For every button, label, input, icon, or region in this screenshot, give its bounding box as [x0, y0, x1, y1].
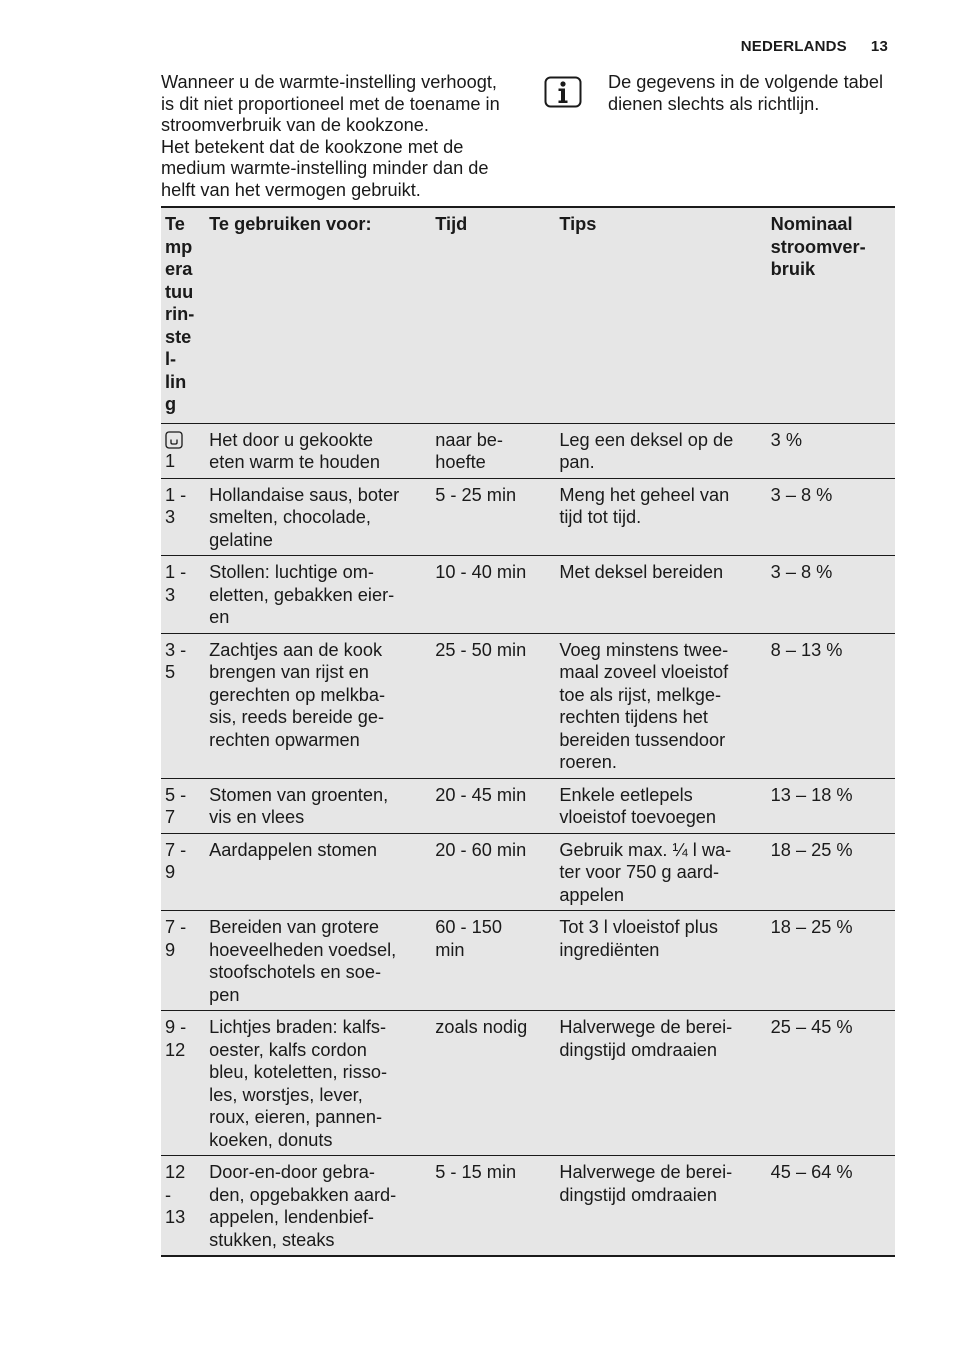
cell-line: eletten, gebakken eier- [209, 584, 395, 605]
cell-line: oester, kalfs cordon [209, 1039, 367, 1060]
cell-line: min [435, 939, 465, 960]
cell-power [767, 911, 895, 1011]
cell-power [767, 778, 895, 833]
cell-tips [555, 1011, 766, 1156]
cell-time [431, 633, 555, 778]
cell-line: gelatine [209, 529, 273, 550]
cell-line: 3 [165, 507, 176, 527]
cell-setting [161, 1156, 205, 1257]
cell-power [767, 478, 895, 556]
info-icon [544, 76, 582, 108]
cell-line: smelten, chocolade, [209, 507, 371, 527]
cell-setting [161, 633, 205, 778]
cell-line: 3 [165, 584, 176, 605]
cell-line: Tot 3 l vloeistof plus [559, 917, 719, 937]
page-header [741, 38, 888, 55]
cell-line: 3 - [165, 639, 187, 660]
intro-line: is dit niet proportioneel met de toename in [161, 93, 500, 114]
cell-line: 5 - 15 min [435, 1162, 517, 1182]
header-power [767, 207, 895, 423]
cell-line: Zachtjes aan de kook [209, 639, 383, 660]
cell-time [431, 478, 555, 556]
cell-line: tijd tot tijd. [559, 507, 642, 527]
header-use [205, 207, 431, 423]
page-number: 13 [870, 38, 888, 55]
cell-line: 13 [165, 1207, 186, 1227]
cell-line: eten warm te houden [209, 452, 381, 472]
cell-line: 9 [165, 862, 176, 882]
cell-line: Hollandaise saus, boter [209, 484, 400, 505]
header-line: Tijd [435, 214, 468, 234]
header-line: lin [165, 371, 187, 392]
cell-use [205, 778, 431, 833]
cell-setting [161, 911, 205, 1011]
cell-line: sis, reeds bereide ge- [209, 707, 385, 727]
keep-warm-icon [165, 431, 183, 449]
cell-line: vloeistof toevoegen [559, 807, 717, 827]
cell-line: 3 – 8 % [770, 562, 833, 582]
header-time [431, 207, 555, 423]
info-note-line: dienen slechts als richtlijn. [608, 93, 820, 114]
cell-line: Met deksel bereiden [559, 562, 724, 582]
cell-tips [555, 556, 766, 634]
cell-time [431, 911, 555, 1011]
cell-setting [161, 1011, 205, 1156]
cell-line: roeren. [559, 752, 617, 772]
cell-line: Halverwege de berei- [559, 1017, 733, 1037]
cell-use [205, 478, 431, 556]
intro-paragraph [161, 72, 531, 201]
cell-line: 5 - [165, 784, 187, 805]
cell-line: ingrediënten [559, 939, 660, 960]
cell-line: roux, eieren, pannen- [209, 1107, 383, 1127]
header-setting [161, 207, 205, 423]
cell-line: 9 [165, 939, 176, 960]
cell-line: dingstijd omdraaien [559, 1184, 718, 1205]
cell-line: pen [209, 984, 240, 1005]
cell-line: 7 - [165, 917, 187, 937]
cell-line: stoofschotels en soe- [209, 962, 382, 982]
info-note [608, 72, 908, 115]
cell-line: 12 [165, 1162, 186, 1182]
cell-line: 1 - [165, 562, 187, 582]
cell-power [767, 556, 895, 634]
header-line: g [165, 394, 177, 414]
cell-setting [161, 556, 205, 634]
cell-line: ter voor 750 g aard- [559, 862, 720, 882]
header-line: ste [165, 326, 192, 347]
cell-line: koeken, donuts [209, 1129, 333, 1150]
header-language: NEDERLANDS [740, 38, 847, 55]
cell-tips [555, 911, 766, 1011]
cell-line: 10 - 40 min [435, 562, 527, 582]
cell-line: pan. [559, 452, 595, 472]
cell-line: 1 [165, 450, 176, 471]
cell-time [431, 556, 555, 634]
cell-tips [555, 833, 766, 911]
cell-line: en [209, 607, 230, 627]
cell-line: Leg een deksel op de [559, 429, 734, 450]
table-row [161, 778, 895, 833]
cell-line: hoeveelheden voedsel, [209, 939, 397, 960]
cell-line: 20 - 45 min [435, 784, 527, 805]
table-row [161, 1156, 895, 1257]
cell-line: Door-en-door gebra- [209, 1162, 375, 1182]
header-tips [555, 207, 766, 423]
intro-line: Het betekent dat de kookzone met de [161, 136, 464, 157]
cell-line: Lichtjes braden: kalfs- [209, 1017, 387, 1037]
cell-line: dingstijd omdraaien [559, 1039, 718, 1060]
cell-tips [555, 778, 766, 833]
cell-line: 3 – 8 % [770, 484, 833, 505]
cell-line: 18 – 25 % [770, 839, 853, 860]
cell-tips [555, 1156, 766, 1257]
heat-settings-table [161, 206, 895, 1257]
header-line: Te [165, 214, 185, 234]
table-row [161, 633, 895, 778]
cell-power [767, 833, 895, 911]
cell-use [205, 1011, 431, 1156]
cell-line: - [165, 1184, 172, 1205]
cell-use [205, 633, 431, 778]
cell-line: 5 - 25 min [435, 484, 517, 505]
intro-line: Wanneer u de warmte-instelling verhoogt, [161, 72, 497, 92]
cell-line: appelen [559, 884, 625, 905]
cell-line: 7 - [165, 839, 187, 860]
header-line: Nominaal [770, 214, 853, 234]
cell-line: den, opgebakken aard- [209, 1184, 397, 1205]
cell-line: brengen van rijst en [209, 662, 369, 682]
table-row [161, 1011, 895, 1156]
cell-line: stukken, steaks [209, 1229, 335, 1250]
cell-use [205, 911, 431, 1011]
cell-line: 25 - 50 min [435, 639, 527, 660]
cell-power [767, 1156, 895, 1257]
cell-line: 5 [165, 662, 176, 682]
cell-line: 3 % [770, 429, 803, 450]
cell-line: zoals nodig [435, 1017, 528, 1037]
cell-time [431, 1011, 555, 1156]
cell-power [767, 633, 895, 778]
header-line: era [165, 259, 193, 279]
cell-line: gerechten op melkba- [209, 684, 386, 705]
table-row [161, 833, 895, 911]
cell-line: 25 – 45 % [770, 1017, 853, 1037]
header-line: l- [165, 349, 177, 369]
cell-line: Meng het geheel van [559, 484, 730, 505]
cell-line: bereiden tussendoor [559, 729, 726, 750]
cell-line: Gebruik max. ¼ l wa- [559, 839, 732, 860]
cell-line: 12 [165, 1039, 186, 1060]
cell-line: rechten opwarmen [209, 729, 360, 750]
table-row [161, 478, 895, 556]
cell-line: Halverwege de berei- [559, 1162, 733, 1182]
cell-use [205, 833, 431, 911]
table-header-row [161, 207, 895, 423]
cell-line: Stollen: luchtige om- [209, 562, 374, 582]
cell-line: 60 - 150 [435, 917, 502, 937]
info-note-line: De gegevens in de volgende tabel [608, 72, 884, 92]
cell-line: appelen, lendenbief- [209, 1207, 374, 1227]
cell-line: Enkele eetlepels [559, 784, 693, 805]
cell-line: bleu, koteletten, risso- [209, 1062, 388, 1082]
cell-time [431, 833, 555, 911]
cell-line: 8 – 13 % [770, 639, 843, 660]
cell-line: maal zoveel vloeistof [559, 662, 729, 682]
cell-tips [555, 633, 766, 778]
cell-line: 18 – 25 % [770, 917, 853, 937]
intro-line: medium warmte-instelling minder dan de [161, 158, 489, 178]
cell-setting [161, 478, 205, 556]
cell-setting [161, 423, 205, 478]
cell-time [431, 778, 555, 833]
cell-tips [555, 478, 766, 556]
header-line: Te gebruiken voor: [209, 214, 372, 234]
cell-line: 7 [165, 807, 176, 827]
cell-line: 20 - 60 min [435, 839, 527, 860]
header-line: Tips [559, 214, 597, 234]
cell-time [431, 423, 555, 478]
cell-line: 9 - [165, 1017, 187, 1037]
cell-line: Stomen van groenten, [209, 784, 389, 805]
header-line: bruik [770, 259, 816, 279]
cell-line: vis en vlees [209, 807, 305, 827]
cell-use [205, 556, 431, 634]
cell-setting [161, 833, 205, 911]
table-row [161, 423, 895, 478]
cell-line: 45 – 64 % [770, 1162, 853, 1182]
cell-line: rechten tijdens het [559, 707, 708, 727]
cell-setting [161, 778, 205, 833]
header-line: tuu [165, 281, 194, 302]
cell-use [205, 1156, 431, 1257]
header-line: mp [165, 236, 193, 257]
table-row [161, 556, 895, 634]
intro-line: helft van het vermogen gebruikt. [161, 179, 421, 200]
cell-line: Voeg minstens twee- [559, 639, 729, 660]
cell-time [431, 1156, 555, 1257]
cell-power [767, 1011, 895, 1156]
cell-line: Aardappelen stomen [209, 839, 377, 860]
cell-line: Bereiden van grotere [209, 917, 380, 937]
intro-line: stroomverbruik van de kookzone. [161, 115, 429, 135]
cell-power [767, 423, 895, 478]
cell-use [205, 423, 431, 478]
cell-line: Het door u gekookte [209, 429, 373, 450]
cell-line: les, worstjes, lever, [209, 1084, 363, 1105]
cell-line: 1 - [165, 484, 187, 505]
cell-line: 13 – 18 % [770, 784, 853, 805]
cell-line: toe als rijst, melkge- [559, 684, 722, 705]
header-line: stroomver- [770, 236, 866, 257]
cell-tips [555, 423, 766, 478]
cell-line: hoefte [435, 452, 486, 472]
header-line: rin- [165, 304, 195, 324]
table-row [161, 911, 895, 1011]
cell-line: naar be- [435, 429, 503, 450]
